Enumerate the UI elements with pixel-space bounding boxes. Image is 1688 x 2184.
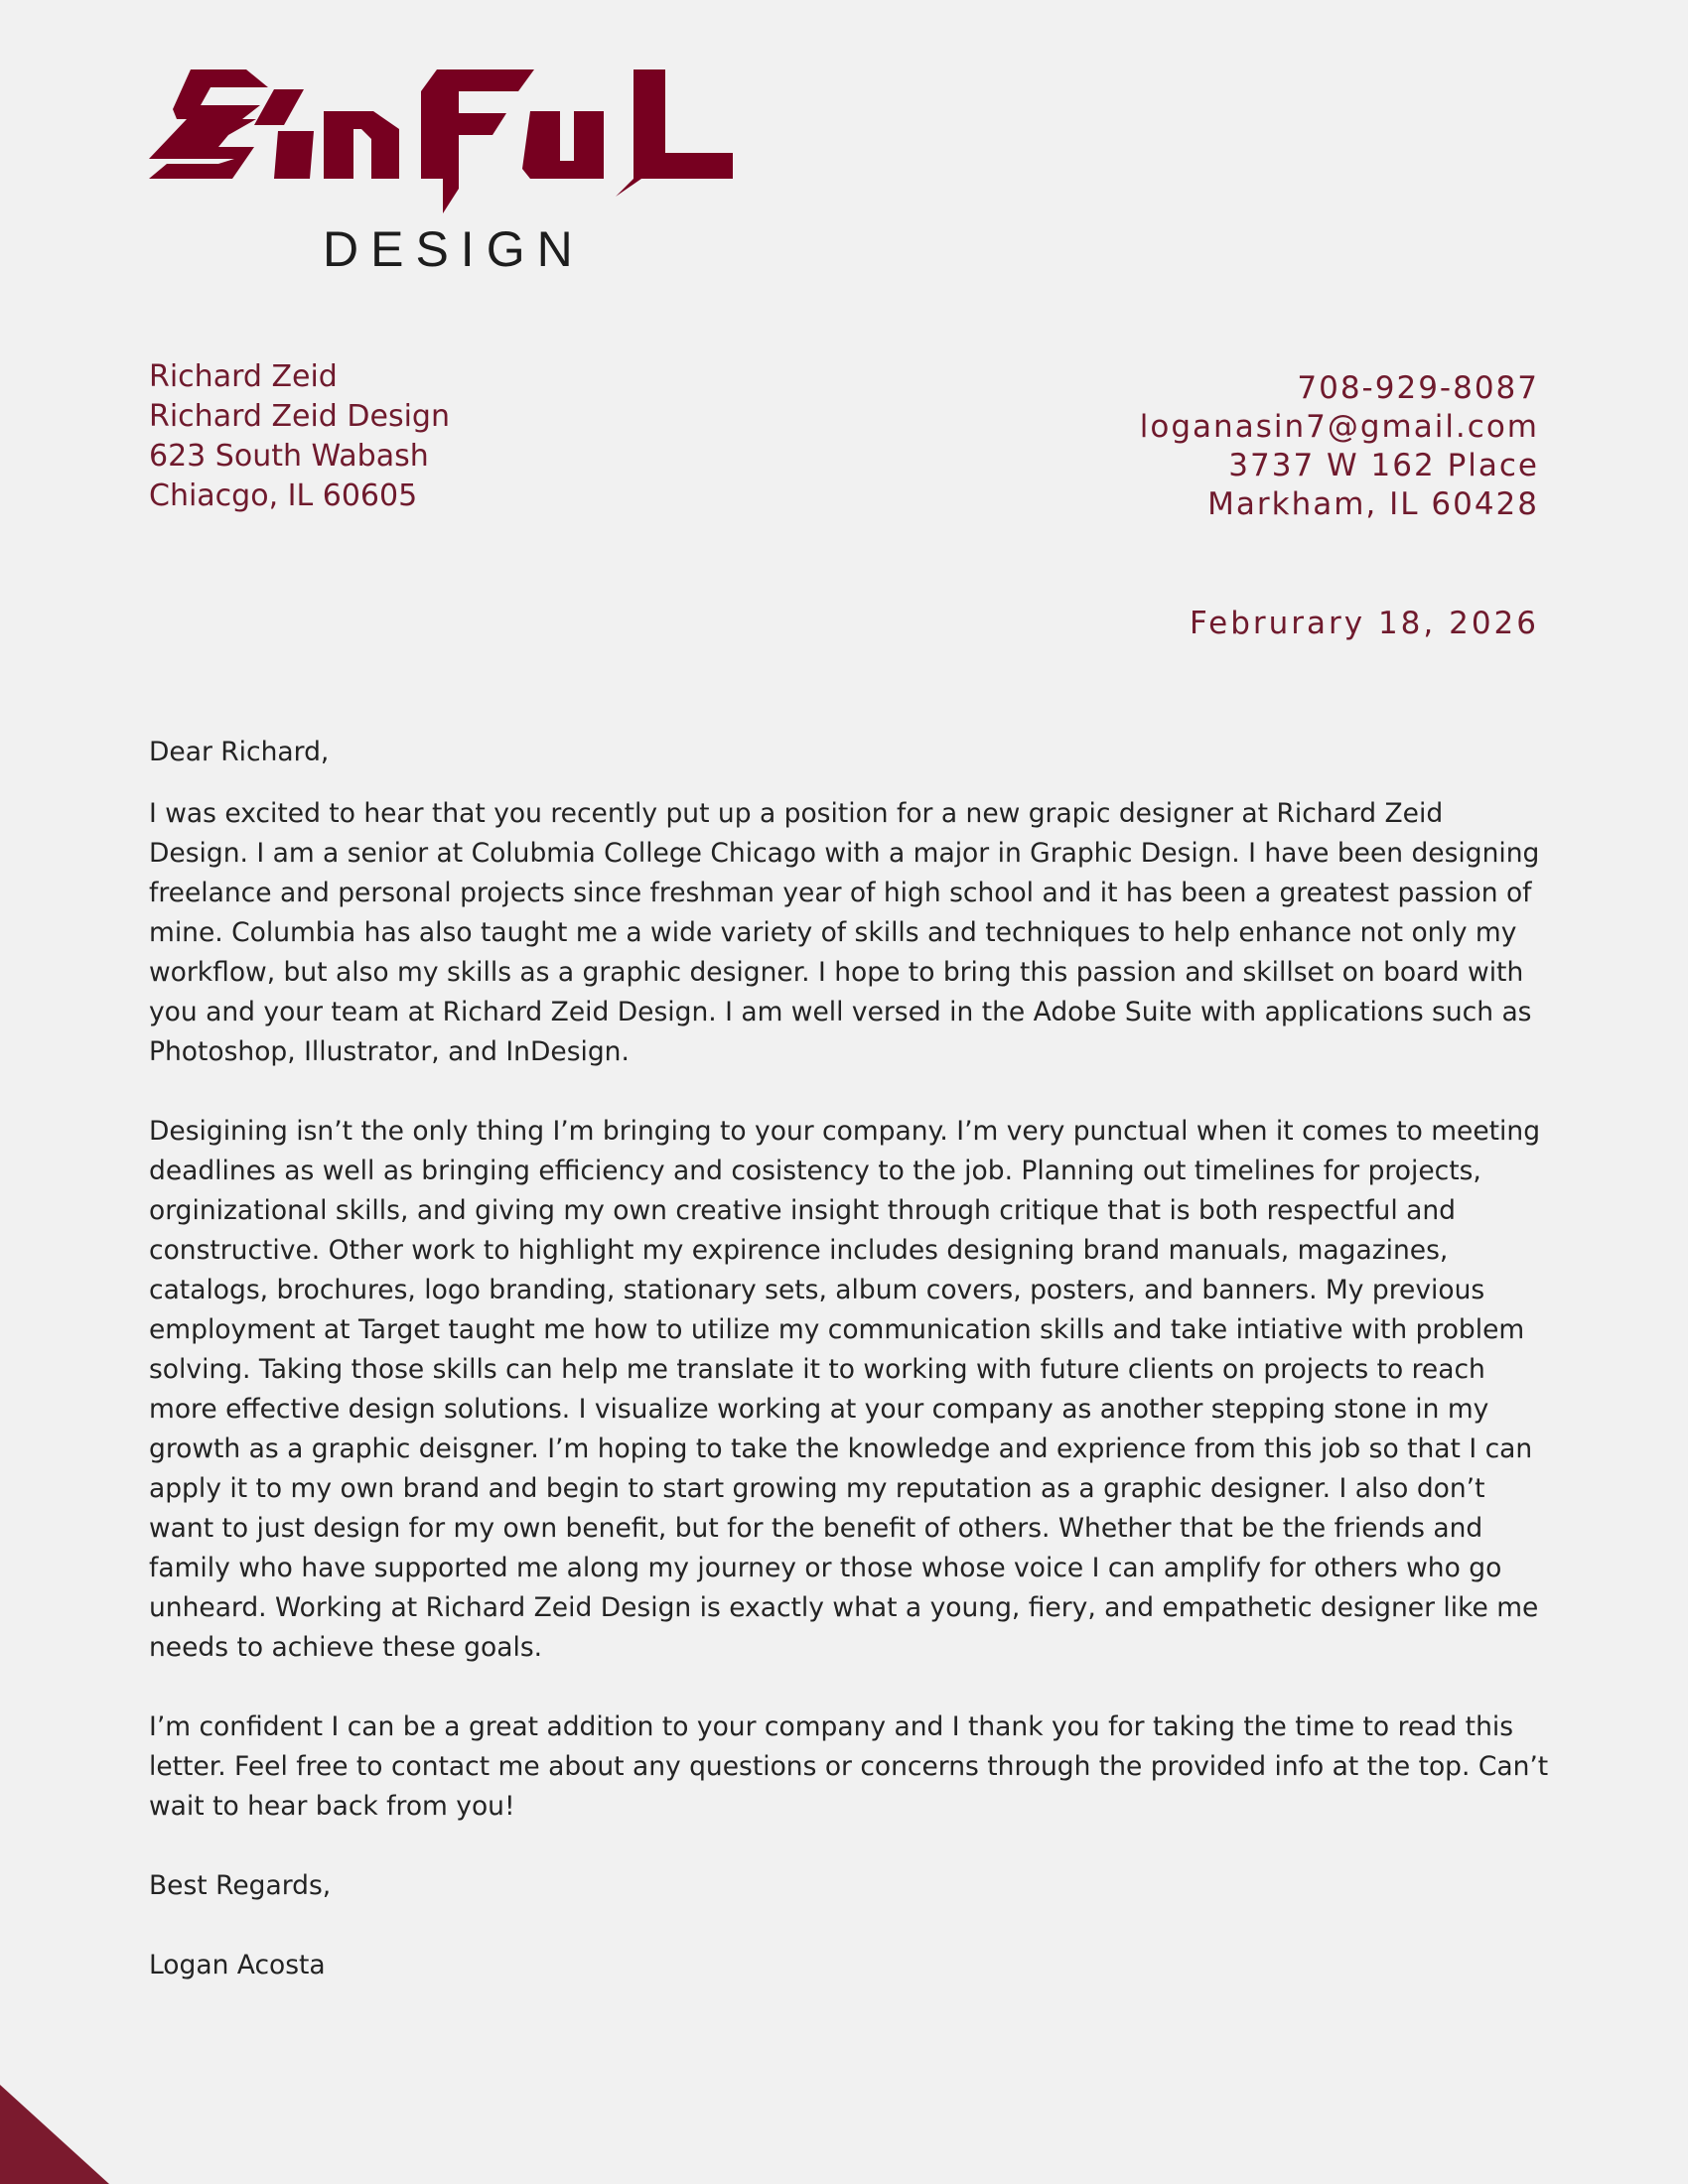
sender-phone: 708-929-8087 [1297, 370, 1539, 406]
brand-logo [149, 69, 735, 283]
corner-accent-triangle [0, 2085, 109, 2184]
sender-contact-block [1140, 369, 1539, 524]
signature-name: Logan Acosta [149, 1950, 326, 1980]
sender-email: loganasin7@gmail.com [1139, 409, 1539, 445]
sender-city: Markham, IL 60428 [1207, 486, 1539, 522]
paragraph-2: Desigining isn’t the only thing I’m bringing to your company. I’m very punctual when it comes to meeting deadlines as well as bringing efficiency and cosistency to the job. Planning out timelines for projects, orginizational skills, and giving my own creative insight through critique that is both respectful and constructive. Other work to highlight my expirence includes designing brand manuals, magazines, catalogs, brochures, logo branding, stationary sets, album covers, posters, and banners. My previous employment at Target taught me how to utilize my communication skills and take intiative with problem solving. Taking those skills can help me translate it to working with future clients on projects to reach more effective design solutions. I visualize working at your company as another stepping stone in my growth as a graphic deisgner. I’m hoping to take the knowledge and exprience from this job so that I can apply it to my own brand and begin to start growing my reputation as a graphic designer. I also don’t want to just design for my own benefit, but for the benefit of others. Whether that be the friends and family who have supported me along my journey or those whose voice I can amplify for others who go unheard. Working at Richard Zeid Design is exactly what a young, fiery, and empathetic designer like me needs to achieve these goals. [149, 1116, 1541, 1663]
paragraph-1: I was excited to hear that you recently put up a position for a new grapic designer at Richard Zeid Design. I am a senior at Colubmia College Chicago with a major in Graphic Design. I have been designing freelance and personal projects since freshman year of high school and it has been a greatest passion of mine. Columbia has also taught me a wide variety of skills and techniques to help enhance not only my workflow, but also my skills as a graphic designer. I hope to bring this passion and skillset on board with you and your team at Richard Zeid Design. I am well versed in the Adobe Suite with applications such as Photoshop, Illustrator, and InDesign. [149, 798, 1540, 1067]
salutation: Dear Richard, [149, 737, 330, 767]
recipient-city: Chiacgo, IL 60605 [149, 478, 418, 513]
recipient-company: Richard Zeid Design [149, 399, 450, 434]
recipient-address-block [149, 357, 450, 516]
logo-wordmark [149, 69, 735, 218]
sender-street: 3737 W 162 Place [1228, 448, 1539, 483]
recipient-street: 623 South Wabash [149, 439, 429, 474]
letter-body [149, 733, 1549, 1985]
letter-date: Februrary 18, 2026 [1189, 606, 1539, 641]
recipient-name: Richard Zeid [149, 359, 338, 394]
closing: Best Regards, [149, 1870, 332, 1901]
logo-subtitle: DESIGN [323, 221, 585, 277]
paragraph-3: I’m confident I can be a great addition to your company and I thank you for taking the time to read this letter. Feel free to contact me about any questions or concerns through the provided info at the top. Can’t wait to hear back from you! [149, 1711, 1549, 1822]
